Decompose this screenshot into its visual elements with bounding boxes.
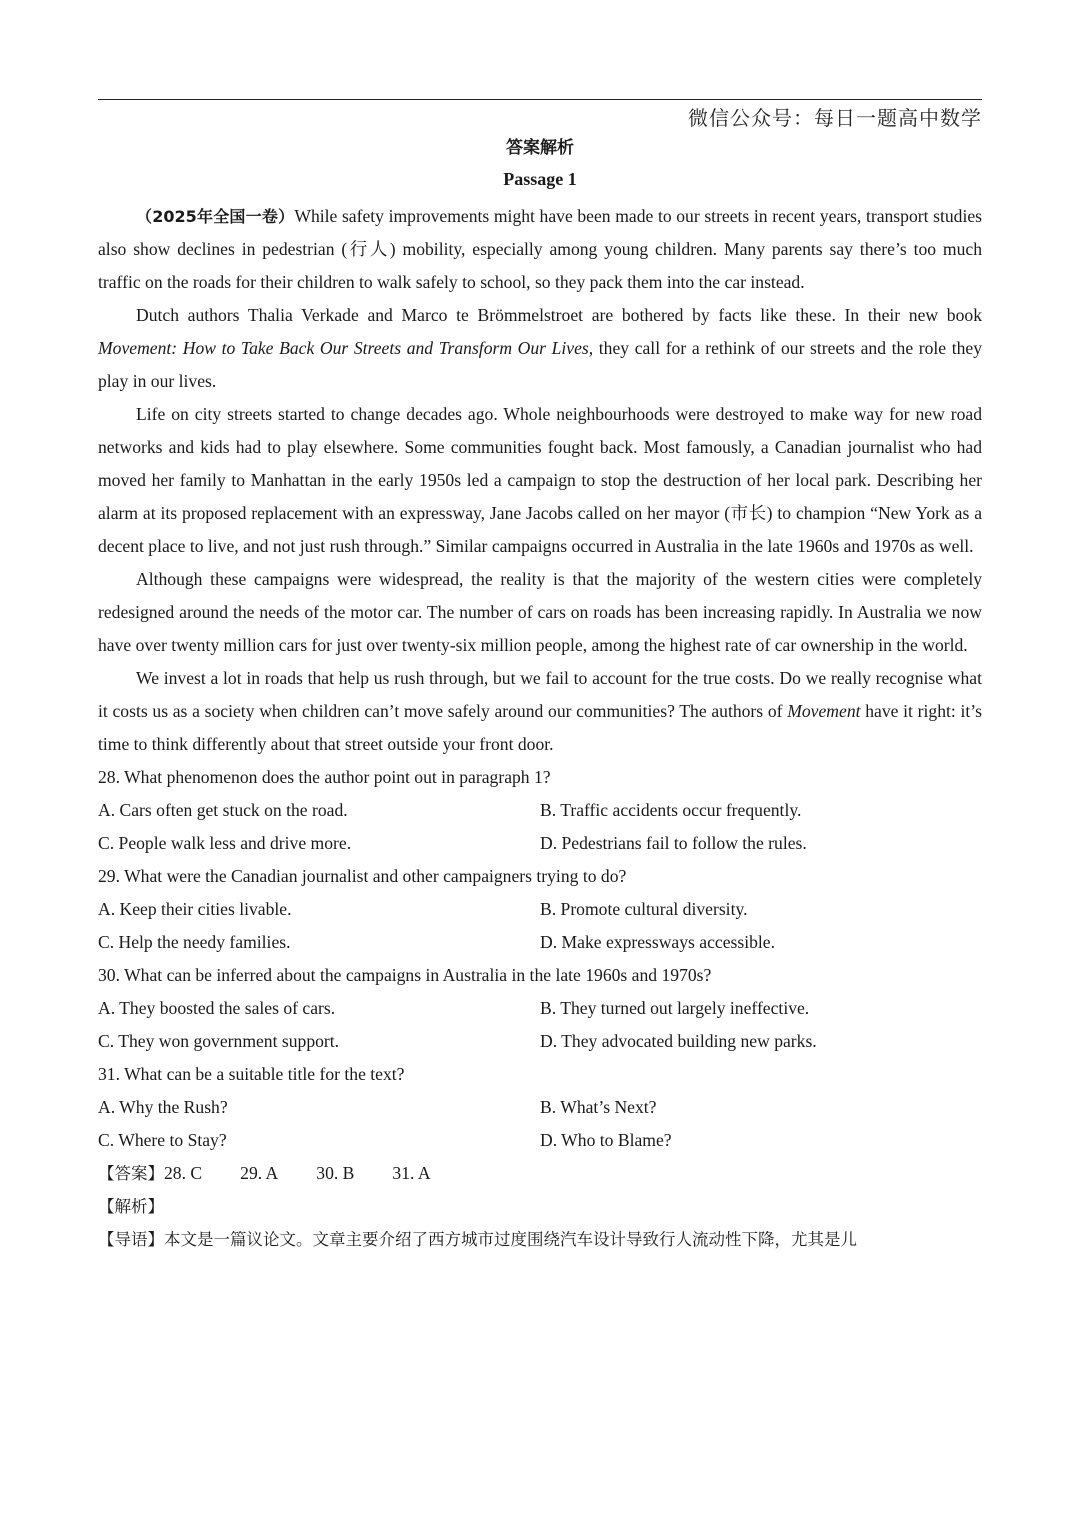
header-rule xyxy=(98,99,982,100)
option-30-c: C. They won government support. xyxy=(98,1031,340,1051)
question-30-stem: 30. What can be inferred about the campaigns in Australia in the late 1960s and 1970s? xyxy=(98,965,712,985)
answer-29: 29. A xyxy=(240,1163,279,1183)
paragraph-1-text: While safety improvements might have been made to our streets in recent years, transport studies also show declines in pedestrian (行人) mobility, especially among young children. Many parents say there’s too much traffic on the roads for their children to walk safely to school, so they pack them into the car instead. xyxy=(98,206,982,292)
paragraph-3: Life on city streets started to change decades ago. Whole neighbourhoods were destroyed to make way for new road networks and kids had to play elsewhere. Some communities fought back. Most famously, a Canadian journalist who had moved her family to Manhattan in the early 1950s led a campaign to stop the destruction of her local park. Describing her alarm at its proposed replacement with an expressway, Jane Jacobs called on her mayor (市长) to champion “New York as a decent place to live, and not just rush through.” Similar campaigns occurred in Australia in the late 1960s and 1970s as well. xyxy=(98,404,982,556)
option-28-b: B. Traffic accidents occur frequently. xyxy=(540,800,802,820)
answer-31: 31. A xyxy=(392,1163,431,1183)
option-29-c: C. Help the needy families. xyxy=(98,932,291,952)
option-30-b: B. They turned out largely ineffective. xyxy=(540,998,810,1018)
header-note: 微信公众号：每日一题高中数学 xyxy=(688,106,982,130)
source-label: （2025年全国一卷） xyxy=(136,207,295,226)
paragraph-5-text-b: have it right: it’s time to think differently about that street outside your front door. xyxy=(98,701,982,754)
paragraph-2-text-a: Dutch authors Thalia Verkade and Marco te Brömmelstroet are bothered by facts like these. In their new book xyxy=(136,305,982,325)
question-29-options xyxy=(98,893,982,959)
intro-text: 本文是一篇议论文。文章主要介绍了西方城市过度围绕汽车设计导致行人流动性下降，尤其是儿 xyxy=(164,1230,857,1249)
book-title: Movement: How to Take Back Our Streets and Transform Our Lives xyxy=(98,338,589,358)
option-30-d: D. They advocated building new parks. xyxy=(540,1031,817,1051)
option-29-b: B. Promote cultural diversity. xyxy=(540,899,748,919)
paragraph-5-text-a: We invest a lot in roads that help us rush through, but we fail to account for the true costs. Do we really recognise what it costs us as a society when children can’t move safely around our communities? The authors of xyxy=(98,668,982,721)
option-29-d: D. Make expressways accessible. xyxy=(540,932,775,952)
answer-line xyxy=(98,1157,982,1190)
option-30-a: A. They boosted the sales of cars. xyxy=(98,998,336,1018)
document-body xyxy=(98,200,982,1256)
question-31-options xyxy=(98,1091,982,1157)
answer-28: 28. C xyxy=(164,1163,203,1183)
option-31-b: B. What’s Next? xyxy=(540,1097,657,1117)
option-31-a: A. Why the Rush? xyxy=(98,1097,228,1117)
option-31-c: C. Where to Stay? xyxy=(98,1130,227,1150)
question-29-stem: 29. What were the Canadian journalist and other campaigners trying to do? xyxy=(98,866,627,886)
paragraph-5 xyxy=(98,662,982,761)
answer-30: 30. B xyxy=(316,1163,355,1183)
paragraph-1 xyxy=(98,200,982,299)
question-28-stem: 28. What phenomenon does the author point out in paragraph 1? xyxy=(98,767,551,787)
analysis-intro xyxy=(98,1223,982,1256)
question-30-options xyxy=(98,992,982,1058)
intro-label: 【导语】 xyxy=(98,1230,164,1249)
question-28-options xyxy=(98,794,982,860)
passage-title: Passage 1 xyxy=(503,169,577,189)
analysis-label: 【解析】 xyxy=(98,1197,164,1216)
option-28-d: D. Pedestrians fail to follow the rules. xyxy=(540,833,807,853)
paragraph-2 xyxy=(98,299,982,398)
page-title: 答案解析 xyxy=(506,138,574,158)
option-28-a: A. Cars often get stuck on the road. xyxy=(98,800,348,820)
book-title-short: Movement xyxy=(787,701,861,721)
option-31-d: D. Who to Blame? xyxy=(540,1130,672,1150)
answer-label: 【答案】 xyxy=(98,1164,164,1183)
paragraph-2-text-b: , they call for a rethink of our streets and the role they play in our lives. xyxy=(98,338,982,391)
option-29-a: A. Keep their cities livable. xyxy=(98,899,292,919)
question-31-stem: 31. What can be a suitable title for the text? xyxy=(98,1064,405,1084)
option-28-c: C. People walk less and drive more. xyxy=(98,833,352,853)
paragraph-4: Although these campaigns were widespread, the reality is that the majority of the western cities were completely redesigned around the needs of the motor car. The number of cars on roads has been increasing rapidly. In Australia we now have over twenty million cars for just over twenty-six million people, among the highest rate of car ownership in the world. xyxy=(98,569,982,655)
